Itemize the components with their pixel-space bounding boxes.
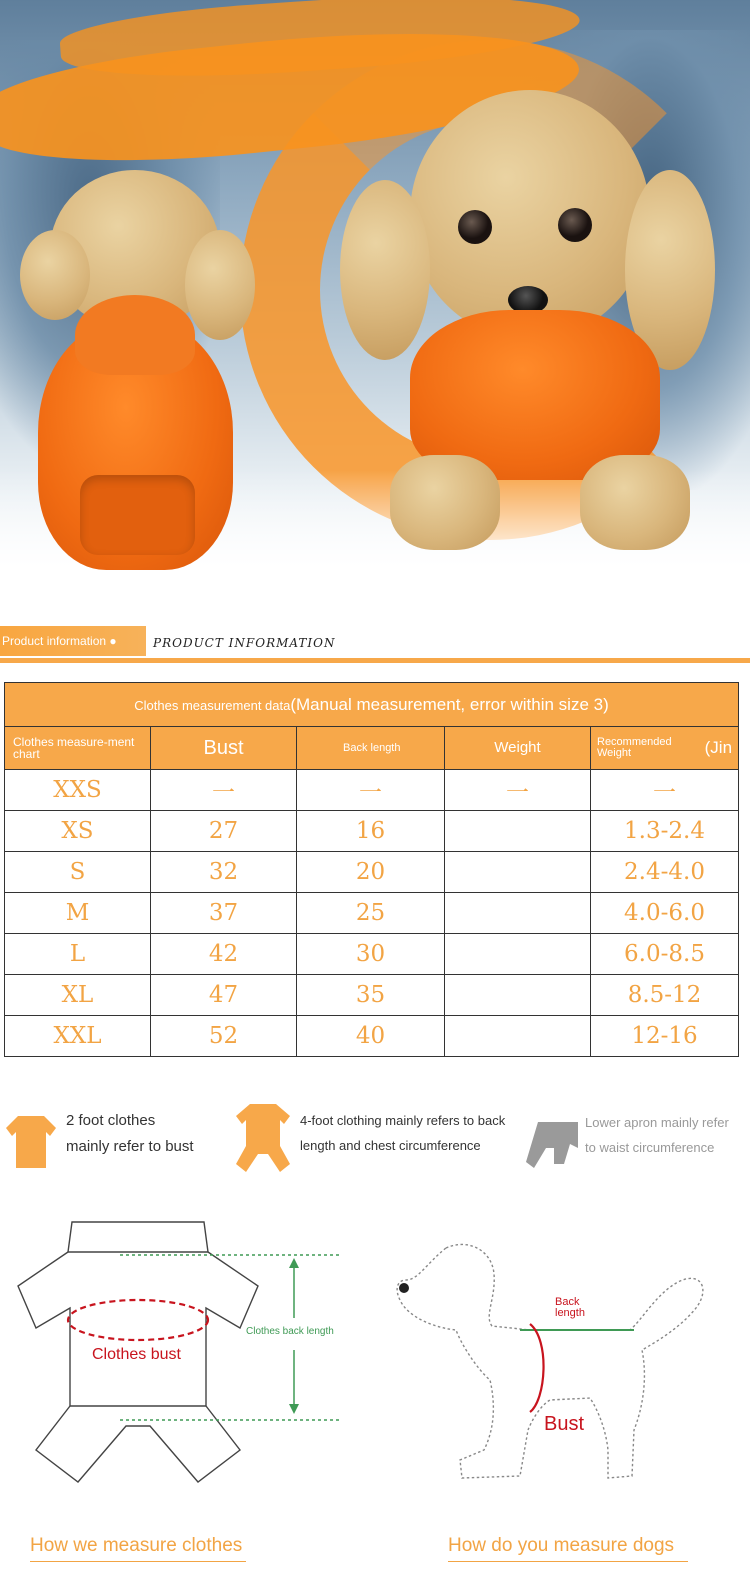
- cell-weight: [445, 975, 591, 1016]
- cell-back: 35: [297, 975, 445, 1016]
- header-back-length: Back length: [297, 727, 445, 770]
- cell-rec: 12-16: [591, 1016, 739, 1057]
- cell-size: L: [5, 934, 151, 975]
- dog-back-length-label: Back length: [555, 1296, 585, 1319]
- clothes-bust-ellipse: [68, 1300, 208, 1340]
- cell-size: S: [5, 852, 151, 893]
- cell-weight: [445, 852, 591, 893]
- product-info-label: Product information ●: [0, 626, 146, 656]
- cell-weight: [445, 1016, 591, 1057]
- dog-back-view: [10, 170, 260, 590]
- clothes-back-length-label: Clothes back length: [246, 1326, 334, 1337]
- table-row: [5, 934, 739, 975]
- cell-back: 30: [297, 934, 445, 975]
- cell-back: 一: [297, 770, 445, 811]
- table-header-row: [5, 727, 739, 770]
- cell-bust: 52: [151, 1016, 297, 1057]
- product-info-divider: [0, 658, 750, 663]
- table-row: [5, 770, 739, 811]
- table-row: [5, 852, 739, 893]
- dog-front-view: [340, 80, 720, 560]
- cell-back: 20: [297, 852, 445, 893]
- clothes-bust-label: Clothes bust: [92, 1346, 181, 1363]
- dog-caption: How do you measure dogs: [448, 1535, 675, 1556]
- two-foot-note: 2 foot clothes mainly refer to bust: [66, 1112, 194, 1155]
- clothes-measurement-diagram: [0, 1210, 370, 1500]
- cell-rec: 4.0-6.0: [591, 893, 739, 934]
- table-title-row: [5, 683, 739, 727]
- cell-size: XXL: [5, 1016, 151, 1057]
- cell-back: 16: [297, 811, 445, 852]
- apron-note: Lower apron mainly refer to waist circumference: [585, 1115, 729, 1155]
- table-row: [5, 975, 739, 1016]
- dog-nose-dot: [399, 1283, 409, 1293]
- cell-weight: [445, 893, 591, 934]
- hero-banner: [0, 0, 750, 610]
- product-info-label-en: PRODUCT INFORMATION: [153, 636, 336, 650]
- clothes-caption: How we measure clothes: [30, 1535, 243, 1556]
- header-weight: Weight: [445, 727, 591, 770]
- cell-size: XS: [5, 811, 151, 852]
- two-foot-shirt-icon: [4, 1114, 58, 1170]
- cell-weight: 一: [445, 770, 591, 811]
- cell-rec: 1.3-2.4: [591, 811, 739, 852]
- size-chart-table: [4, 682, 739, 1057]
- table-row: [5, 811, 739, 852]
- dog-measurement-diagram: [380, 1230, 720, 1490]
- cell-size: XL: [5, 975, 151, 1016]
- four-foot-note: 4-foot clothing mainly refers to back length and chest circumference: [300, 1113, 506, 1153]
- lower-apron-icon: [524, 1118, 580, 1170]
- cell-bust: 42: [151, 934, 297, 975]
- cell-back: 40: [297, 1016, 445, 1057]
- dog-bust-label: Bust: [544, 1413, 585, 1435]
- header-recommended-weight: Recommended Weight (Jin: [591, 727, 739, 770]
- cell-weight: [445, 811, 591, 852]
- header-chart: Clothes measure-ment chart: [5, 727, 151, 770]
- cell-back: 25: [297, 893, 445, 934]
- cell-bust: 37: [151, 893, 297, 934]
- cell-rec: 2.4-4.0: [591, 852, 739, 893]
- dog-eye-left: [458, 210, 492, 244]
- cell-rec: 8.5-12: [591, 975, 739, 1016]
- header-bust: Bust: [151, 727, 297, 770]
- four-foot-suit-icon: [232, 1102, 294, 1174]
- cell-bust: 32: [151, 852, 297, 893]
- cell-bust: 27: [151, 811, 297, 852]
- cell-size: XXS: [5, 770, 151, 811]
- cell-size: M: [5, 893, 151, 934]
- table-title: Clothes measurement data(Manual measurement, error within size 3): [5, 683, 739, 727]
- table-row: [5, 893, 739, 934]
- cell-rec: 6.0-8.5: [591, 934, 739, 975]
- table-row: [5, 1016, 739, 1057]
- dog-eye-right: [558, 208, 592, 242]
- dog-bust-arc: [530, 1324, 544, 1412]
- cell-bust: 47: [151, 975, 297, 1016]
- clothes-caption-rule: [30, 1561, 246, 1562]
- cell-rec: 一: [591, 770, 739, 811]
- dog-caption-rule: [448, 1561, 688, 1562]
- cell-weight: [445, 934, 591, 975]
- cell-bust: 一: [151, 770, 297, 811]
